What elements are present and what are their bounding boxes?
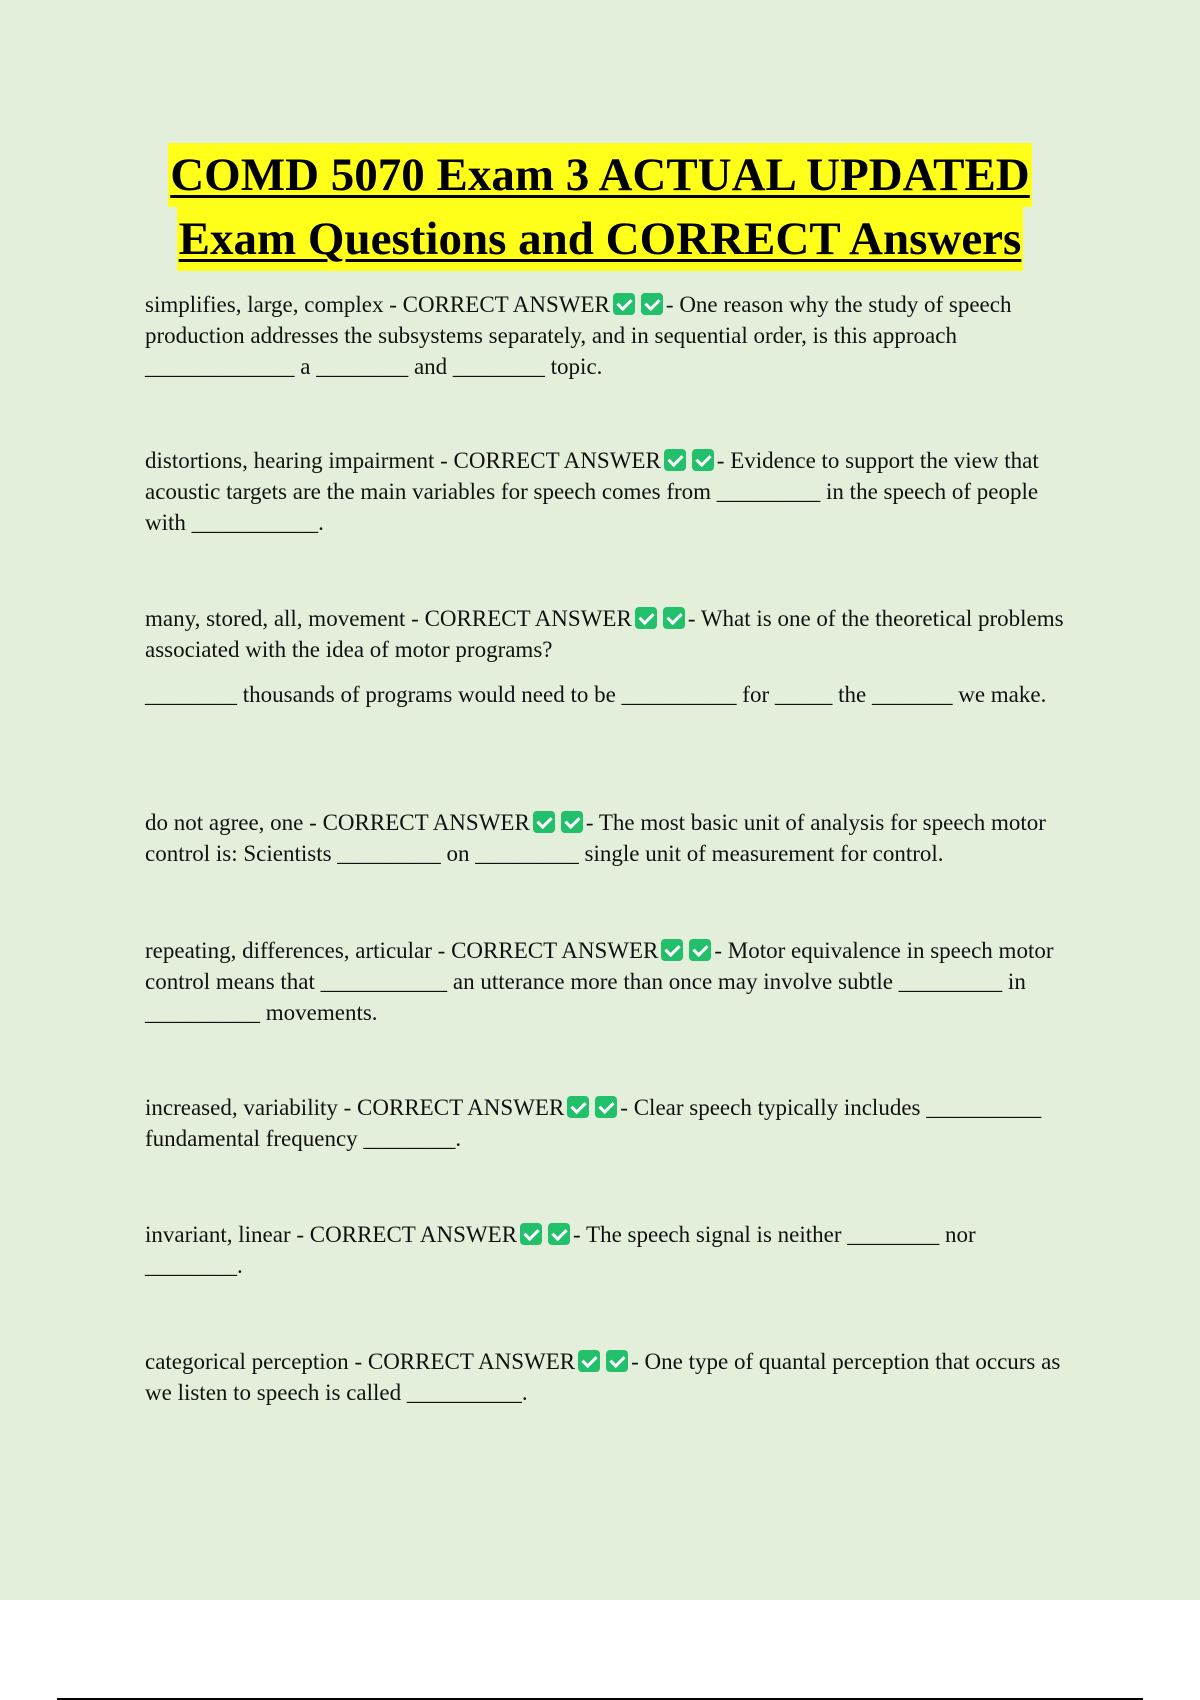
check-mark-icon bbox=[664, 449, 686, 471]
question-text: One reason why the study of speech production addresses the subsystems separately, and in sequential order, is this approach _____________ a ________ and ________ topic. bbox=[145, 292, 1012, 379]
check-mark-icon bbox=[567, 1096, 589, 1118]
check-mark-icon bbox=[663, 607, 685, 629]
qa-item: simplifies, large, complex - CORRECT ANSWER - One reason why the study of speech production addresses the subsystems separately, and in sequential order, is this approach _____________ a ________ and ________ topic. bbox=[145, 292, 1012, 379]
question-text: The speech signal is neither ________ nor ________. bbox=[145, 1222, 976, 1278]
check-mark-icon bbox=[520, 1223, 542, 1245]
answer-text: distortions, hearing impairment bbox=[145, 448, 435, 473]
question-text: Clear speech typically includes __________ fundamental frequency ________. bbox=[145, 1095, 1042, 1151]
question-extra-text: ________ thousands of programs would need to be __________ for _____ the _______ we make. bbox=[145, 682, 1047, 707]
correct-answer-label: CORRECT ANSWER bbox=[402, 292, 610, 317]
qa-item: increased, variability - CORRECT ANSWER - Clear speech typically includes __________ fundamental frequency ________. bbox=[145, 1095, 1042, 1151]
question-text: What is one of the theoretical problems associated with the idea of motor programs? bbox=[145, 606, 1064, 662]
document-title bbox=[0, 143, 1200, 271]
qa-item: invariant, linear - CORRECT ANSWER - The speech signal is neither ________ nor ________. bbox=[145, 1222, 976, 1278]
check-mark-icon bbox=[606, 1350, 628, 1372]
question-text: The most basic unit of analysis for speech motor control is: Scientists _________ on _________ single unit of measurement for control. bbox=[145, 810, 1046, 866]
answer-text: many, stored, all, movement bbox=[145, 606, 406, 631]
correct-answer-label: CORRECT ANSWER bbox=[453, 448, 661, 473]
check-mark-icon bbox=[661, 939, 683, 961]
title-line-1: COMD 5070 Exam 3 ACTUAL UPDATED bbox=[168, 143, 1032, 207]
check-mark-icon bbox=[613, 293, 635, 315]
check-mark-icon bbox=[635, 607, 657, 629]
correct-answer-label: CORRECT ANSWER bbox=[367, 1349, 576, 1374]
answer-text: invariant, linear bbox=[145, 1222, 291, 1247]
correct-answer-label: CORRECT ANSWER bbox=[322, 810, 530, 835]
qa-item: categorical perception - CORRECT ANSWER - One type of quantal perception that occurs as we listen to speech is called __________. bbox=[145, 1349, 1061, 1405]
answer-text: repeating, differences, articular bbox=[145, 938, 432, 963]
correct-answer-label: CORRECT ANSWER bbox=[451, 938, 659, 963]
answer-text: categorical perception bbox=[145, 1349, 349, 1374]
check-mark-icon bbox=[561, 811, 583, 833]
qa-item: distortions, hearing impairment - CORRECT ANSWER - Evidence to support the view that acoustic targets are the main variables for speech comes from _________ in the speech of people with ___________. bbox=[145, 448, 1039, 535]
answer-text: simplifies, large, complex bbox=[145, 292, 384, 317]
qa-item: many, stored, all, movement - CORRECT ANSWER - What is one of the theoretical problems associated with the idea of motor programs? ________ thousands of programs would need to be __________ for _____ the _______ we make. bbox=[145, 603, 1070, 710]
check-mark-icon bbox=[692, 449, 714, 471]
check-mark-icon bbox=[641, 293, 663, 315]
correct-answer-label: CORRECT ANSWER bbox=[357, 1095, 565, 1120]
qa-item: repeating, differences, articular - CORRECT ANSWER - Motor equivalence in speech motor control means that ___________ an utterance more than once may involve subtle _________ in __________ movements. bbox=[145, 938, 1054, 1025]
answer-text: do not agree, one bbox=[145, 810, 304, 835]
question-text: One type of quantal perception that occurs as we listen to speech is called __________. bbox=[145, 1349, 1061, 1405]
correct-answer-label: CORRECT ANSWER bbox=[309, 1222, 518, 1247]
qa-item: do not agree, one - CORRECT ANSWER - The most basic unit of analysis for speech motor control is: Scientists _________ on _________ single unit of measurement for control. bbox=[145, 810, 1046, 866]
title-line-2: Exam Questions and CORRECT Answers bbox=[177, 207, 1024, 271]
check-mark-icon bbox=[548, 1223, 570, 1245]
check-mark-icon bbox=[595, 1096, 617, 1118]
answer-text: increased, variability bbox=[145, 1095, 338, 1120]
correct-answer-label: CORRECT ANSWER bbox=[424, 606, 632, 631]
check-mark-icon bbox=[533, 811, 555, 833]
question-text: Motor equivalence in speech motor control means that ___________ an utterance more than once may involve subtle _________ in __________ movements. bbox=[145, 938, 1054, 1025]
check-mark-icon bbox=[578, 1350, 600, 1372]
question-text: Evidence to support the view that acoustic targets are the main variables for speech comes from _________ in the speech of people with ___________. bbox=[145, 448, 1039, 535]
check-mark-icon bbox=[689, 939, 711, 961]
